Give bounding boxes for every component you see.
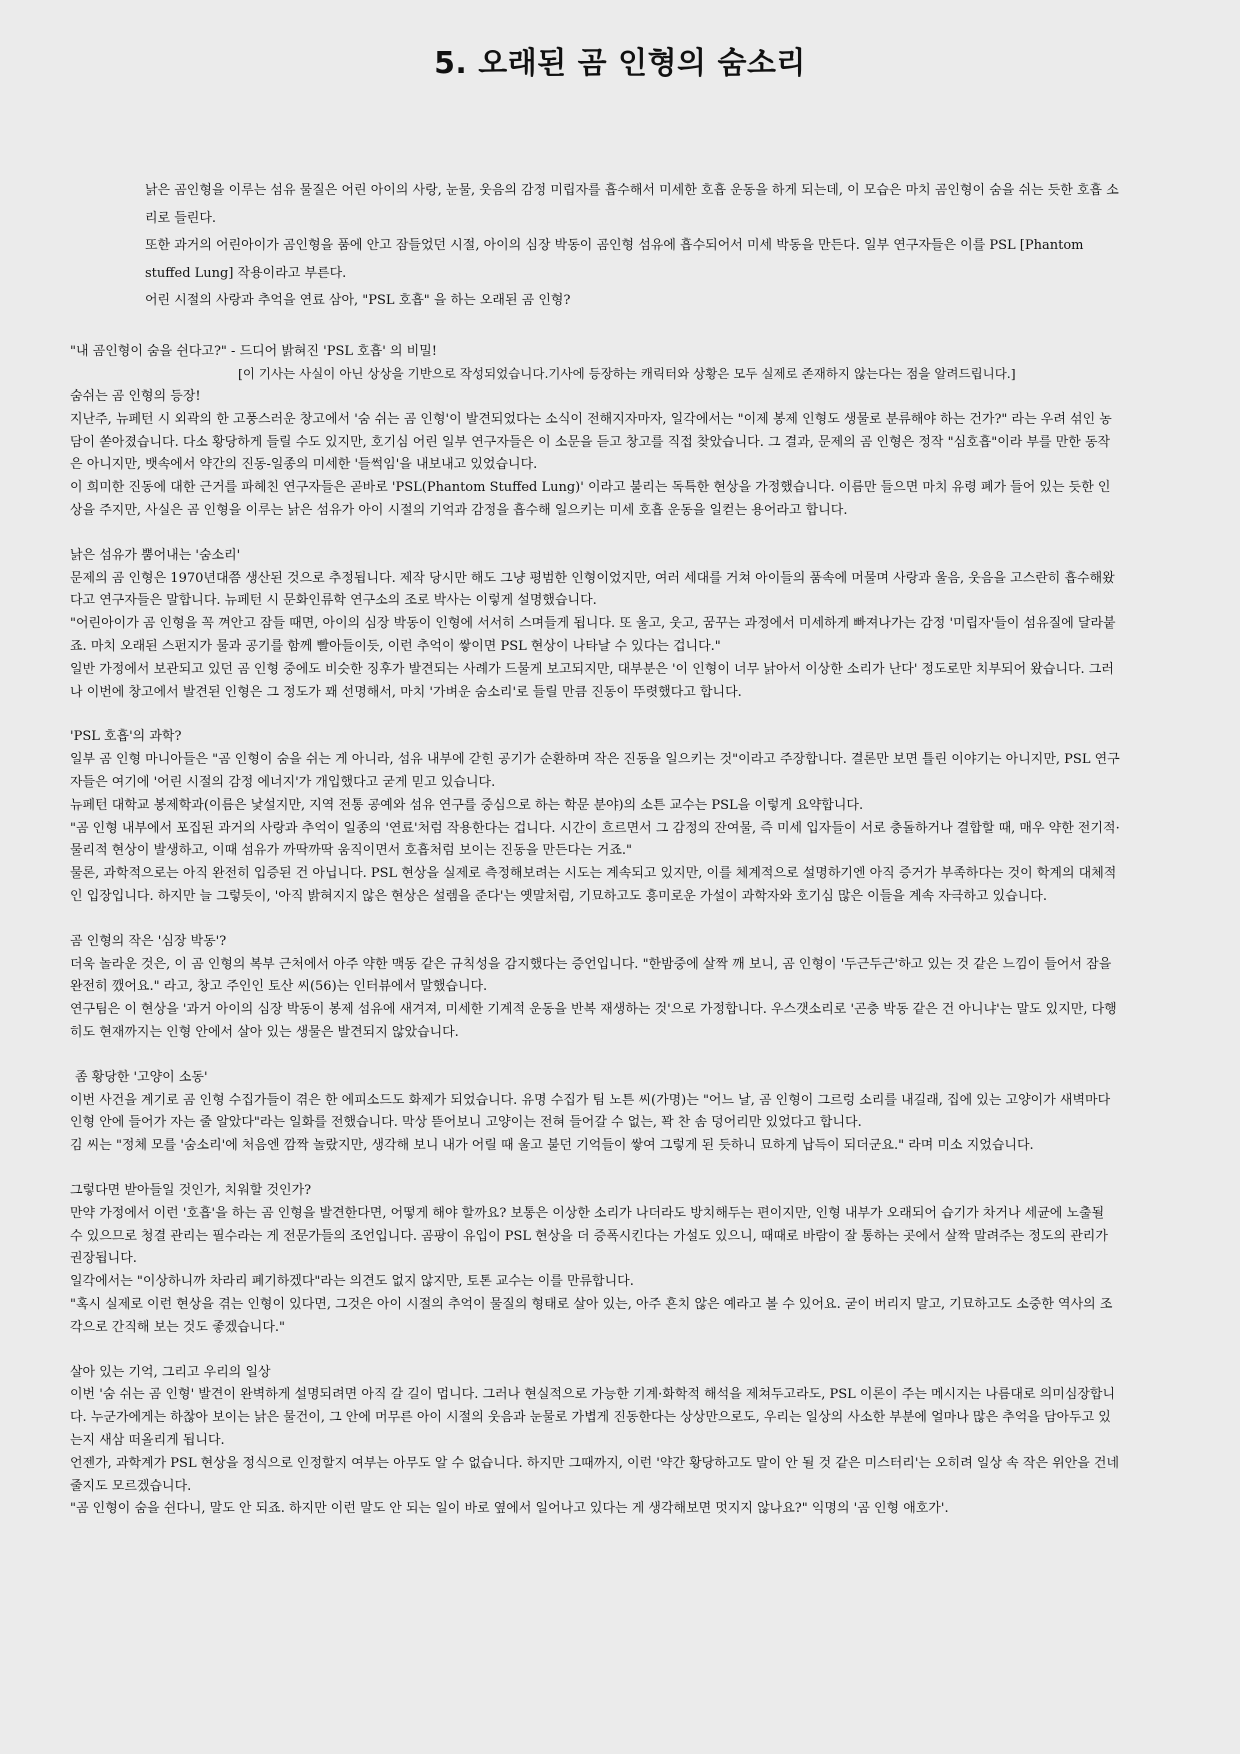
section-heading: 곰 인형의 작은 '심장 박동'? [70, 933, 227, 949]
section-heading: 낡은 섬유가 뿜어내는 '숨소리' [70, 547, 241, 563]
section-heading: 살아 있는 기억, 그리고 우리의 일상 [70, 1364, 271, 1380]
section-spacer [70, 909, 1120, 931]
section-paragraph: 이 희미한 진동에 대한 근거를 파헤친 연구자들은 곧바로 'PSL(Phantom Stuffed Lung)' 이라고 불리는 독특한 현상을 가정했습니다. 이름만 들으면 마치 유령 폐가 들어 있는 듯한 인상을 주지만, 사실은 곰 인형을 이루는 낡은 섬유가 아이 시절의 기억과 감정을 흡수해 일으키는 미세 호흡 운동을 일컫는 용어라고 합니다. [70, 480, 1111, 519]
section-paragraph: 일부 곰 인형 마니아들은 "곰 인형이 숨을 쉬는 게 아니라, 섬유 내부에 갇힌 공기가 순환하며 작은 진동을 일으키는 것"이라고 주장합니다. 결론만 보면 틀린 이야기는 아니지만, PSL 연구자들은 여기에 '어린 시절의 감정 에너지'가 개입했다고 굳게 믿고 있습니다. [70, 752, 1120, 791]
section-paragraph: 일각에서는 "이상하니까 차라리 폐기하겠다"라는 의견도 없지 않지만, 토톤 교수는 이를 만류합니다. [70, 1274, 634, 1290]
section-spacer [70, 523, 1120, 545]
section-paragraph: 문제의 곰 인형은 1970년대쯤 생산된 것으로 추정됩니다. 제작 당시만 해도 그냥 평범한 인형이었지만, 여러 세대를 거쳐 아이들의 품속에 머물며 사랑과 울음, 웃음을 고스란히 흡수해왔다고 연구자들은 말합니다. 뉴페턴 시 문화인류학 연구소의 조로 박사는 이렇게 설명했습니다. [70, 570, 1115, 609]
section-spacer [70, 1340, 1120, 1362]
section-paragraph: "곰 인형 내부에서 포집된 과거의 사랑과 추억이 일종의 '연료'처럼 작용한다는 겁니다. 시간이 흐르면서 그 감정의 잔여물, 즉 미세 입자들이 서로 충돌하거나 결합할 때, 매우 약한 전기적·물리적 현상이 발생하고, 이때 섬유가 까딱까딱 움직이면서 호흡처럼 보이는 진동을 만든다는 거죠." [70, 820, 1120, 859]
section-paragraph: 지난주, 뉴페턴 시 외곽의 한 고풍스러운 창고에서 '숨 쉬는 곰 인형'이 발견되었다는 소식이 전해지자마자, 일각에서는 "이제 봉제 인형도 생물로 분류해야 하는 건가?" 라는 우려 섞인 농담이 쏟아졌습니다. 다소 황당하게 들릴 수도 있지만, 호기심 어린 일부 연구자들은 이 소문을 듣고 창고를 직접 찾았습니다. 그 결과, 문제의 곰 인형은 정작 "심호흡"이라 부를 만한 동작은 아니지만, 뱃속에서 약간의 진동-일종의 미세한 '들썩임'을 내보내고 있었습니다. [70, 411, 1112, 473]
section-paragraph: 만약 가정에서 이런 '호흡'을 하는 곰 인형을 발견한다면, 어떻게 해야 할까요? 보통은 이상한 소리가 나더라도 방치해두는 편이지만, 인형 내부가 오래되어 습기가 차거나 세균에 노출될 수 있으므로 청결 관리는 필수라는 게 전문가들의 조언입니다. 곰팡이 유입이 PSL 현상을 더 증폭시킨다는 가설도 있으니, 때때로 바람이 잘 통하는 곳에서 살짝 말려주는 정도의 관리가 권장됩니다. [70, 1205, 1108, 1267]
intro-paragraph: 어린 시절의 사랑과 추억을 연료 삼아, "PSL 호흡" 을 하는 오래된 곰 인형? [145, 293, 571, 308]
section-paragraph: 언젠가, 과학계가 PSL 현상을 정식으로 인정할지 여부는 아무도 알 수 없습니다. 하지만 그때까지, 이런 '약간 황당하고도 말이 안 될 것 같은 미스터리'는 오히려 일상 속 작은 위안을 건네줄지도 모르겠습니다. [70, 1455, 1120, 1494]
section-paragraph: "어린아이가 곰 인형을 꼭 껴안고 잠들 때면, 아이의 심장 박동이 인형에 서서히 스며들게 됩니다. 또 울고, 웃고, 꿈꾸는 과정에서 미세하게 빠져나가는 감정 '미립자'들이 섬유질에 달라붙죠. 마치 오래된 스펀지가 물과 공기를 함께 빨아들이듯, 이런 추억이 쌓이면 PSL 현상이 나타날 수 있다는 겁니다." [70, 616, 1116, 655]
section-paragraph: 물론, 과학적으로는 아직 완전히 입증된 건 아닙니다. PSL 현상을 실제로 측정해보려는 시도는 계속되고 있지만, 이를 체계적으로 설명하기엔 아직 증거가 부족하다는 것이 학계의 대체적인 입장입니다. 하지만 늘 그렇듯이, '아직 밝혀지지 않은 현상은 설렘을 준다'는 옛말처럼, 기묘하고도 흥미로운 가설이 과학자와 호기심 많은 이들을 계속 자극하고 있습니다. [70, 866, 1117, 905]
section-paragraph: 연구팀은 이 현상을 '과거 아이의 심장 박동이 봉제 섬유에 새겨져, 미세한 기계적 운동을 반복 재생하는 것'으로 가정합니다. 우스갯소리로 '곤충 박동 같은 건 아니냐'는 말도 있지만, 다행히도 현재까지는 인형 안에서 살아 있는 생물은 발견되지 않았습니다. [70, 1002, 1117, 1041]
section-paragraph: 더욱 놀라운 것은, 이 곰 인형의 복부 근처에서 아주 약한 맥동 같은 규칙성을 감지했다는 증언입니다. "한밤중에 살짝 깨 보니, 곰 인형이 '두근두근'하고 있는 것 같은 느낌이 들어서 잠을 완전히 깼어요." 라고, 창고 주인인 토산 씨(56)는 인터뷰에서 말했습니다. [70, 956, 1112, 995]
section-spacer [70, 1045, 1120, 1067]
section-paragraph: 김 씨는 "정체 모를 '숨소리'에 처음엔 깜짝 놀랐지만, 생각해 보니 내가 어릴 때 울고 불던 기억들이 쌓여 그렇게 된 듯하니 묘하게 납득이 되더군요." 라며 미소 지었습니다. [70, 1138, 1034, 1154]
section-paragraph: 일반 가정에서 보관되고 있던 곰 인형 중에도 비슷한 징후가 발견되는 사례가 드물게 보고되지만, 대부분은 '이 인형이 너무 낡아서 이상한 소리가 난다' 정도로만 치부되어 왔습니다. 그러나 이번에 창고에서 발견된 인형은 그 정도가 꽤 선명해서, 마치 '가벼운 숨소리'로 들릴 만큼 진동이 뚜렷했다고 합니다. [70, 661, 1114, 700]
article-body [70, 341, 1120, 1522]
section-spacer [70, 1158, 1120, 1180]
section-spacer [70, 704, 1120, 726]
section-heading: 'PSL 호흡'의 과학? [70, 729, 182, 745]
intro-block [145, 177, 1120, 315]
document-title: 5. 오래된 곰 인형의 숨소리 [434, 46, 806, 81]
section-heading: 좀 황당한 '고양이 소동' [75, 1069, 208, 1085]
section-heading: 그렇다면 받아들일 것인가, 치워할 것인가? [70, 1183, 312, 1198]
section-paragraph: 이번 사건을 계기로 곰 인형 수집가들이 겪은 한 에피소드도 화제가 되었습니다. 유명 수집가 팀 노튼 씨(가명)는 "어느 날, 곰 인형이 그르렁 소리를 내길래, 집에 있는 고양이가 새벽마다 인형 안에 들어가 자는 줄 알았다"라는 일화를 전했습니다. 막상 뜯어보니 고양이는 전혀 들어갈 수 없는, 꽉 찬 솜 덩어리만 있었다고 합니다. [70, 1092, 1111, 1131]
section-paragraph: 이번 '숨 쉬는 곰 인형' 발견이 완벽하게 설명되려면 아직 갈 길이 멉니다. 그러나 현실적으로 가능한 기계·화학적 해석을 제쳐두고라도, PSL 이론이 주는 메시지는 나름대로 의미심장합니다. 누군가에게는 하찮아 보이는 낡은 물건이, 그 안에 머무른 아이 시절의 웃음과 눈물로 가볍게 진동한다는 상상만으로도, 우리는 일상의 사소한 부분에 얼마나 많은 추억을 담아두고 있는지 새삼 떠올리게 됩니다. [70, 1387, 1116, 1448]
intro-paragraph: 또한 과거의 어린아이가 곰인형을 품에 안고 잠들었던 시절, 아이의 심장 박동이 곰인형 섬유에 흡수되어서 미세 박동을 만든다. 일부 연구자들은 이를 PSL [Phantom stuffed Lung] 작용이라고 부른다. [145, 238, 1084, 281]
section-paragraph: "혹시 실제로 이런 현상을 겪는 인형이 있다면, 그것은 아이 시절의 추억이 물질의 형태로 살아 있는, 아주 흔치 않은 예라고 볼 수 있어요. 굳이 버리지 말고, 기묘하고도 소중한 역사의 조각으로 간직해 보는 것도 좋겠습니다." [70, 1296, 1113, 1335]
intro-paragraph: 낡은 곰인형을 이루는 섬유 물질은 어린 아이의 사랑, 눈물, 웃음의 감정 미립자를 흡수해서 미세한 호흡 운동을 하게 되는데, 이 모습은 마치 곰인형이 숨을 쉬는 듯한 호흡 소리로 들린다. [145, 183, 1119, 226]
section-heading: 숨쉬는 곰 인형의 등장! [70, 389, 201, 405]
section-paragraph: "곰 인형이 숨을 쉰다니, 말도 안 되죠. 하지만 이런 말도 안 되는 일이 바로 옆에서 일어나고 있다는 게 생각해보면 멋지지 않나요?" 익명의 '곰 인형 애호가'. [70, 1501, 949, 1517]
article-headline: "내 곰인형이 숨을 쉰다고?" - 드디어 밝혀진 'PSL 호흡' 의 비밀! [70, 343, 438, 359]
article-disclaimer: [이 기사는 사실이 아닌 상상을 기반으로 작성되었습니다.기사에 등장하는 캐릭터와 상황은 모두 실제로 존재하지 않는다는 점을 알려드립니다.] [238, 366, 1016, 382]
section-paragraph: 뉴페턴 대학교 봉제학과(이름은 낯설지만, 지역 전통 공예와 섬유 연구를 중심으로 하는 학문 분야)의 소튼 교수는 PSL을 이렇게 요약합니다. [70, 797, 864, 813]
